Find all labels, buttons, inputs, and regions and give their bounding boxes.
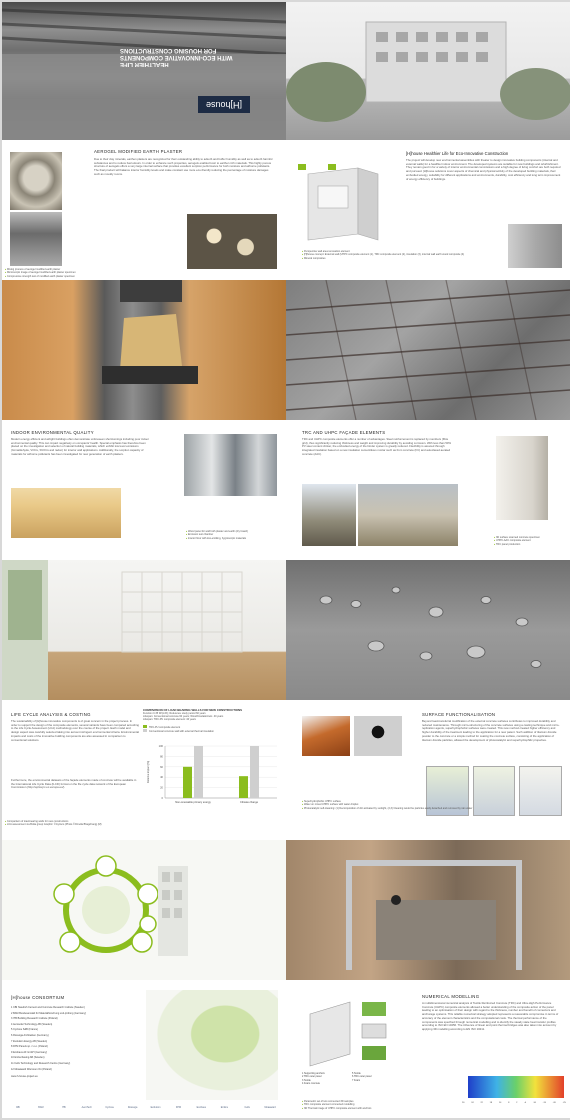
building-photo <box>286 2 570 140</box>
render-photo <box>508 224 562 268</box>
page-cover <box>2 2 286 140</box>
bar-conventional <box>250 746 259 798</box>
interior-room-photo <box>2 560 286 700</box>
lca-chart <box>143 708 283 812</box>
partner-logo: AeroTech <box>81 1106 92 1109</box>
partner-logo: Rossoga <box>127 1106 138 1109</box>
aerogel-captions: ▸ Mixing process of aerogel modified earth plaster ▸ Microscopic image of aerogel modified earth plaster specimen ▸ Compressive strength test of modified earth plaster specimen <box>5 268 76 278</box>
y-tick-label: 40 <box>160 776 163 780</box>
intro-captions: ▸ Perspective wall area renovation element ▸ [H]house concept: External wall (UHPC composite element (1), TRC composite element (2), insulation (3), internal wall earth wood composite (4) ▸ Mineral composites <box>302 250 464 260</box>
textile-grid-photo <box>286 280 570 420</box>
page-building-photo <box>286 2 570 140</box>
partner-logo: Embra <box>220 1106 228 1109</box>
intro-body: The project will develop new environmental assemblies with theater to design innovative building components (internal and external walls) for a healthier indoor environment. The developed systems are suitable for new buildings and refurbishment. They remain good in for a variety of interior environmental commissions and a high degree of living comfort are both required and pursued. [H]house solutions cover aspects of chemical and physical activity of the developed building materials, their embodied energy, suitability for different applications and environments, durability, cost efficiency and long term improvement of energy efficiency of buildings. <box>406 159 561 181</box>
test-rig-photo <box>286 840 570 980</box>
x-category-label: Climate change <box>239 801 259 804</box>
chart-title: COMPARISON OF LOAD BEARING WALLS FOR NEW CONSTRUCTIONS <box>143 708 243 712</box>
page-intro <box>286 140 570 280</box>
page-cycle-diagram <box>2 840 286 980</box>
indoor-captions: ▸ Wood panel for wall both plaster and earth (dry board) ▸ Emission test chamber ▸ Interior floor with low-emitting, hygroscopic materials <box>186 530 248 540</box>
production-photo <box>302 484 356 546</box>
page-droplet-photo <box>286 560 570 700</box>
lca-body-2: Furthermore, the environmental datasets of the façade elements made of concrete will be available in the International Life Cycle Data (ILCD) format on the file cycle data network of the European Commission (http://eplca.jrc.ec.europa.eu/). <box>11 779 137 790</box>
specimen-test-photo <box>10 212 62 266</box>
chart-note-1: Function 0.35 W/(m²K); Reference study period 60 years <box>143 712 206 715</box>
page-consortium <box>2 980 286 1118</box>
chart-legend <box>143 725 283 733</box>
wall-diagram <box>298 164 396 244</box>
house-logo: [H]house <box>198 96 250 113</box>
consortium-heading: [H]house CONSORTIUM <box>11 995 65 1000</box>
chart-note-3: Lifespan: TRC-PU composite element: 40 years <box>143 718 196 721</box>
europe-map <box>146 990 278 1100</box>
legend-item-conventional: Conventional concrete wall with external thermal insulation <box>143 729 283 733</box>
partner-logo: CBI <box>15 1106 20 1109</box>
water-droplets-photo <box>286 560 570 700</box>
plaster-mixer-photo <box>10 152 62 210</box>
y-tick-label: 0 <box>161 797 163 800</box>
surface-body: Beyond load-transferral modification of the external concrete surfaces contributes to improved durability and reduced maintenance. Through micro-structuring of the concrete surfaces using a casting technique and micro-replication agents, superhydrophobic surfaces were created. This new method created higher efficiency and higher durability of the treatment leading to the application for a new patent. Such addition of titanium dioxide powder to the concrete or a simple method for coating the concrete surface, consisting of the application of titanium dioxide particles, allowed the development of photocatalytic and superhydrophilic properties. <box>422 720 560 742</box>
casting-photo <box>358 484 458 546</box>
cover-rebar-photo <box>2 2 286 140</box>
contact-angle-photo <box>354 716 402 756</box>
page-press-photo <box>2 280 286 420</box>
aerogel-body: Due to their clay minerals, earthen plasters are recognized for their outstanding ability to adsorb and buffer humidity as well as to adsorb harmful substances and to reduce bad odours. In order to enhance such properties, aerogels enabled toxic to earthen rich materials. This highly porous structure of aerogels offers a very large internal surface that provides excellent sorption performance for both moisture and airborne pollutants. The final product will balance interior humidity levels and make constant use more eco-friendly reducing the percentage of moisture damages such as mouldy rooms. <box>94 158 273 176</box>
bar-trc <box>183 767 192 798</box>
page-trc <box>286 420 570 560</box>
trc-captions: ▸ 3D surface scanned concrete specimen ▸ UHPC-AAC composite element ▸ TRC panel production <box>494 536 540 546</box>
y-tick-label: 60 <box>160 765 163 769</box>
numerical-model-diagram <box>302 994 398 1070</box>
wall-panel-photo <box>11 488 121 538</box>
surface-captions: ▸ Superhydrophobic UHPC surface ▸ Water on mixed UHPC surface with water droplet ▸ Photocatalytic self-cleaning: (1) Decomposition of dirt activated by sunlight, (2,3) Cleaning would be particles easily detached and removed by rain water <box>302 800 472 810</box>
bar-trc <box>239 776 248 798</box>
partner-logo: FPM <box>175 1106 181 1109</box>
y-axis-label: Relative impact [%] <box>147 760 150 784</box>
y-tick-label: 100 <box>158 745 163 748</box>
chart-note-2: Lifespan: Conventional concrete 60 years; Wood/Insulation/etc. 40 years <box>143 715 224 718</box>
page-interior-photo <box>2 560 286 700</box>
diagram-step-3 <box>519 766 562 816</box>
intro-heading: [H]house Healthier Life for Eco-Innovative Construction <box>406 151 509 156</box>
partner-logo: Ecohaus <box>196 1106 206 1109</box>
partner-logo: Evolution <box>150 1106 161 1109</box>
surface-heading: SURFACE FUNCTIONALISATION <box>422 712 496 717</box>
consortium-list: 1 CBI Swedish Cement and Concrete Research Institute (Sweden) 2 BAM Bundesanstalt für Materialforschung und-prüfung (Germany) 3 ITB Building Research Institute (Poland) 4 Aerosolar Technology AB (Sweden) 5 Cyclone S&B (France) 6 Rossoga Architekten (Germany) 7 Evolution Exergy AB (Sweden) 8 FPM Panels sp. z o.o. (Poland) 9 Ecohaus AF GmbH (Germany) 10 Emberbasing AB (Sweden) 11 Cells Technology and Research Centre (Germany) 12 Moaaward Wieronen Oü (Poland) www.h-house-project.eu <box>11 1006 87 1079</box>
numerical-captions: ▸ Parametric set of two connected 3D samples ▸ TRC composite element connected modelling ▸ 3D Thermal image of UHPC composite element with anchors <box>302 1100 371 1110</box>
chamber-photo <box>184 434 277 496</box>
page-trc-grid-photo <box>286 280 570 420</box>
y-tick-label: 80 <box>160 755 163 759</box>
compression-test-photo <box>2 280 286 420</box>
aerogel-heading: AEROGEL MODIFIED EARTH PLASTER <box>94 149 183 154</box>
partner-logo: Moaaward <box>264 1106 276 1109</box>
lca-heading: LIFE CYCLE ANALYSIS & COSTING <box>11 712 91 717</box>
numerical-body: A multidimensional numerical analysis of Textile Reinforced Concrete (TRC) and Ultra-High Performance Concrete (UHPC) composite elements allowed a better understanding of the composite action of the panel leading to an optimisation of their design with regard to the thickness, number and benefit of connectors and anchorage systems. This reliable numerical strategy adopted represents a reasonable compromise in terms of accuracy of the element characteristics and the computational costs. The thermal performance of the components was specified through numerical modelling and to identify the steady state heat transfer profiles according to ISO EN 10456. The influence of linear and point thermal bridges was also taken into account by applying 3D modelling according to EN ISO 10211. <box>422 1002 559 1031</box>
partner-logo: Cyclone <box>105 1106 114 1109</box>
page-lca <box>2 700 286 840</box>
lca-captions: ▸ Comparison of load-bearing walls for new constructions ▸ LCA assessment via Bolta group Graphic: ©Gyrisco (Photo ©Ornella Bhagchan)g (M) <box>5 820 102 827</box>
partner-logo: BAM <box>38 1106 44 1109</box>
y-tick-label: 20 <box>160 786 163 790</box>
indoor-heading: INDOOR ENVIRONMENTAL QUALITY <box>11 430 94 435</box>
x-category-label: Non-renewable primary energy <box>175 801 211 804</box>
lca-body: The sustainability of [H]house innovative components is of great concern in the project process. In order to support the design of the composite elements, several variants have been compared according to the Life Cycle Assessment (LCA) methodology over the course of the project. Each model and design aspect was carefully selected taking into account stringent environmental criteria. Environmental impacts and costs of the innovative building components are also assessed in comparison to conventional solutions. <box>11 720 139 742</box>
bar-conventional <box>194 746 203 798</box>
partner-logo-strip <box>8 1106 280 1114</box>
cover-subtitle: HEALTHIER LIFE WITH ECO-INNOVATIVE COMPONENTS FOR HOUSING CONSTRUCTIONS <box>120 47 233 67</box>
legend-item-trc: TRC-PU composite element <box>143 725 283 729</box>
project-website[interactable]: www.h-house-project.eu <box>11 1075 38 1079</box>
page-numerical <box>286 980 570 1118</box>
microscope-photo <box>187 214 277 269</box>
diagram-step-2 <box>473 766 516 816</box>
page-test-rig-photo <box>286 840 570 980</box>
uhpc-element-photo <box>496 436 548 520</box>
page-indoor <box>2 420 286 560</box>
numerical-legend: 1 Supporting anchors 5 Textile 2 TRC outer panel 6 TRC outer panel 3 Textile 7 Foam 4 Foam concrete <box>302 1072 372 1085</box>
partner-logo: Cells <box>244 1106 250 1109</box>
page-aerogel <box>2 140 286 280</box>
trc-heading: TRC AND UHPC FAÇADE ELEMENTS <box>302 430 386 435</box>
page-surface <box>286 700 570 840</box>
lifecycle-diagram <box>2 840 286 980</box>
partner-logo: ITB <box>61 1106 66 1109</box>
thermal-image <box>468 1076 564 1098</box>
indoor-body: Modern energy efficient and airtight buildings often demonstrate unforeseen shortcomings including poor indoor environmental quality. This can impact negatively on occupants' health. Special emphasis has therefore been placed on the investigation and selection of natural building materials, which exhibit low level emissions (formaldehyde, VOCs, SVOCs and radon) for interior wall applications. Additionally, the sorption capacity of materials for airborne pollutants has been investigated for new generation of earth plasters. <box>11 438 149 456</box>
numerical-heading: NUMERICAL MODELLING <box>422 994 480 999</box>
thermal-scale: 26 24 22 18 14 8 2 -4 -10 -15 -20 -25 <box>462 1102 566 1104</box>
trc-body: TRC and UHPC composite elements offer a number of advantages. Steel reinforcement is replaced by members (fibre grid), thus significantly reducing thickness and weight and improving durability by avoiding corrosion. With less than 50% PV steel content clinker, the embodied energy of the binder system is greatly reduced. Flexibility is assured through integrated insulation based on a new insulation cementitious mortar such as from concrete (FC) and autoclaved aerated concrete (AAC). <box>302 438 451 456</box>
bar-chart-svg <box>143 742 283 812</box>
surface-3d-scan <box>302 716 350 756</box>
